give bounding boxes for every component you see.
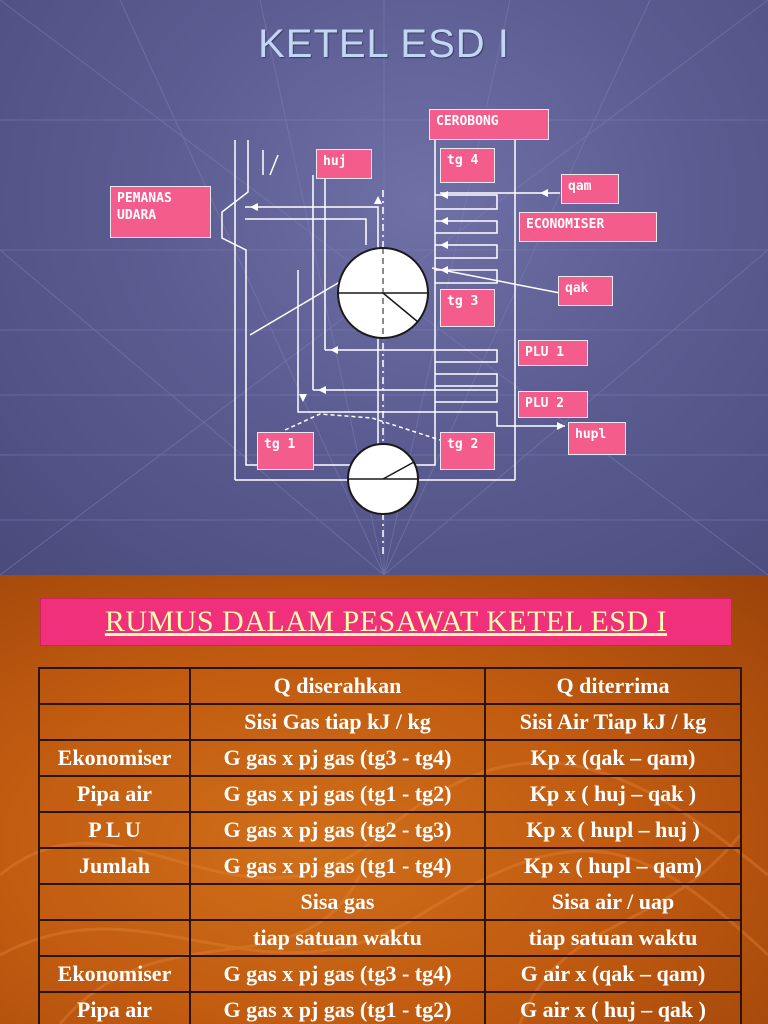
table-cell: Sisa air / uap <box>485 884 741 920</box>
table-row <box>39 884 741 920</box>
table-cell: G air x ( huj – qak ) <box>485 992 741 1024</box>
table-cell: G gas x pj gas (tg3 - tg4) <box>190 740 485 776</box>
table-cell: Kp x (qak – qam) <box>485 740 741 776</box>
table-cell <box>39 668 190 704</box>
table-cell: Pipa air <box>39 776 190 812</box>
table-cell: G gas x pj gas (tg1 - tg4) <box>190 848 485 884</box>
table-cell: Pipa air <box>39 992 190 1024</box>
table-row <box>39 776 741 812</box>
table-row <box>39 848 741 884</box>
table-row <box>39 956 741 992</box>
title-banner <box>40 598 732 646</box>
label-plu2: PLU 2 <box>518 391 588 418</box>
label-qam: qam <box>561 174 619 204</box>
slide-rumus <box>0 575 768 1024</box>
table-row <box>39 920 741 956</box>
label-cerobong: CEROBONG <box>429 109 549 140</box>
table-cell: tiap satuan waktu <box>485 920 741 956</box>
label-pemanas-line2: UDARA <box>117 208 157 223</box>
table-cell: Sisi Gas tiap kJ / kg <box>190 704 485 740</box>
table-cell: P L U <box>39 812 190 848</box>
table-cell: Sisi Air Tiap kJ / kg <box>485 704 741 740</box>
table-cell: Kp x ( hupl – huj ) <box>485 812 741 848</box>
label-tg4: tg 4 <box>440 148 495 183</box>
slide-title: RUMUS DALAM PESAWAT KETEL ESD I <box>104 605 668 638</box>
table-cell: Q diserahkan <box>190 668 485 704</box>
label-plu1: PLU 1 <box>518 340 588 366</box>
table-row <box>39 704 741 740</box>
label-tg2: tg 2 <box>440 432 495 470</box>
table-cell: Ekonomiser <box>39 956 190 992</box>
table-cell <box>39 704 190 740</box>
slide-title: KETEL ESD I <box>258 22 510 66</box>
label-tg1: tg 1 <box>257 432 314 470</box>
table-cell: G gas x pj gas (tg2 - tg3) <box>190 812 485 848</box>
rumus-table <box>38 667 742 1024</box>
table-cell: G gas x pj gas (tg1 - tg2) <box>190 992 485 1024</box>
table-cell: Ekonomiser <box>39 740 190 776</box>
table-row <box>39 740 741 776</box>
table-row <box>39 668 741 704</box>
table-row <box>39 812 741 848</box>
table-cell <box>39 884 190 920</box>
label-huj: huj <box>316 149 372 179</box>
table-cell: Jumlah <box>39 848 190 884</box>
label-hupl: hupl <box>568 422 626 455</box>
table-cell: G gas x pj gas (tg1 - tg2) <box>190 776 485 812</box>
label-pemanas-line1: PEMANAS <box>117 191 172 206</box>
table-cell: Kp x ( hupl – qam) <box>485 848 741 884</box>
label-pemanas-udara <box>110 186 211 238</box>
label-economiser: ECONOMISER <box>519 212 657 242</box>
label-qak: qak <box>558 276 613 306</box>
table-row <box>39 992 741 1024</box>
table-cell: Sisa gas <box>190 884 485 920</box>
table-cell: G gas x pj gas (tg3 - tg4) <box>190 956 485 992</box>
table-cell: Kp x ( huj – qak ) <box>485 776 741 812</box>
table-cell <box>39 920 190 956</box>
table-cell: Q diterrima <box>485 668 741 704</box>
table-cell: G air x (qak – qam) <box>485 956 741 992</box>
label-tg3: tg 3 <box>440 289 495 327</box>
table-cell: tiap satuan waktu <box>190 920 485 956</box>
